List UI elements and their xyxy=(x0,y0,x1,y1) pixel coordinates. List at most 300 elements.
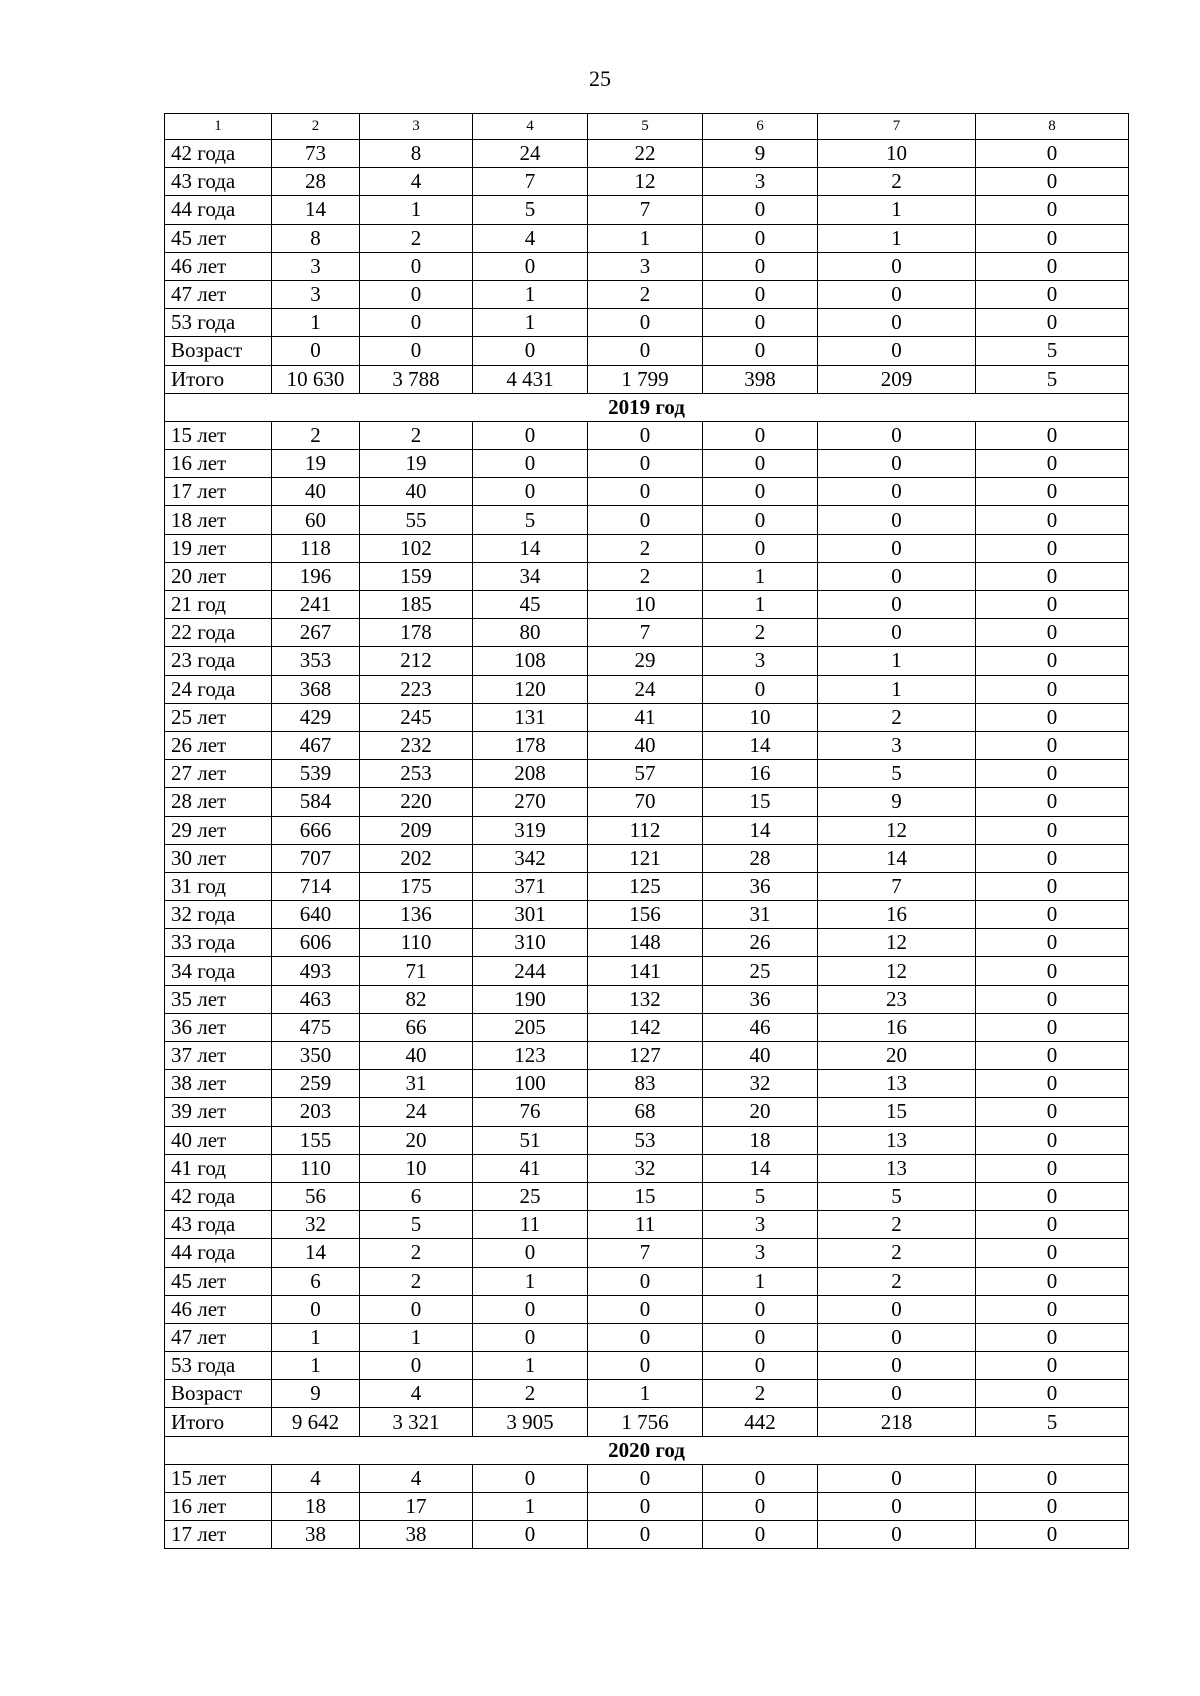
value-cell-col-8: 0 xyxy=(976,788,1129,816)
value-cell-col-6: 14 xyxy=(703,1154,818,1182)
value-cell-col-4: 0 xyxy=(473,1521,588,1549)
column-number-1: 1 xyxy=(165,114,272,140)
value-cell-col-3: 0 xyxy=(360,1352,473,1380)
value-cell-col-5: 68 xyxy=(588,1098,703,1126)
statistics-table xyxy=(164,113,1129,1549)
value-cell-col-8: 0 xyxy=(976,985,1129,1013)
value-cell-col-6: 0 xyxy=(703,534,818,562)
table-row xyxy=(165,337,1129,365)
value-cell-col-3: 3 788 xyxy=(360,365,473,393)
value-cell-col-6: 3 xyxy=(703,1239,818,1267)
value-cell-col-6: 36 xyxy=(703,985,818,1013)
value-cell-col-2: 60 xyxy=(272,506,360,534)
value-cell-col-3: 3 321 xyxy=(360,1408,473,1436)
value-cell-col-7: 209 xyxy=(818,365,976,393)
value-cell-col-5: 1 xyxy=(588,224,703,252)
value-cell-col-4: 131 xyxy=(473,703,588,731)
value-cell-col-7: 0 xyxy=(818,478,976,506)
value-cell-col-2: 368 xyxy=(272,675,360,703)
value-cell-col-4: 3 905 xyxy=(473,1408,588,1436)
column-number-4: 4 xyxy=(473,114,588,140)
value-cell-col-3: 38 xyxy=(360,1521,473,1549)
table-row xyxy=(165,1154,1129,1182)
value-cell-col-5: 2 xyxy=(588,280,703,308)
value-cell-col-3: 10 xyxy=(360,1154,473,1182)
value-cell-col-3: 82 xyxy=(360,985,473,1013)
value-cell-col-2: 0 xyxy=(272,1295,360,1323)
value-cell-col-4: 310 xyxy=(473,929,588,957)
column-number-header-row xyxy=(165,114,1129,140)
value-cell-col-4: 371 xyxy=(473,872,588,900)
value-cell-col-3: 55 xyxy=(360,506,473,534)
table-row xyxy=(165,1267,1129,1295)
age-label-cell: Итого xyxy=(165,365,272,393)
value-cell-col-2: 9 642 xyxy=(272,1408,360,1436)
value-cell-col-4: 0 xyxy=(473,252,588,280)
age-label-cell: 43 года xyxy=(165,1211,272,1239)
value-cell-col-4: 1 xyxy=(473,1493,588,1521)
value-cell-col-2: 429 xyxy=(272,703,360,731)
value-cell-col-6: 0 xyxy=(703,1295,818,1323)
value-cell-col-8: 0 xyxy=(976,1295,1129,1323)
value-cell-col-5: 53 xyxy=(588,1126,703,1154)
value-cell-col-3: 220 xyxy=(360,788,473,816)
value-cell-col-3: 2 xyxy=(360,224,473,252)
table-row xyxy=(165,1295,1129,1323)
value-cell-col-8: 0 xyxy=(976,844,1129,872)
value-cell-col-3: 20 xyxy=(360,1126,473,1154)
value-cell-col-4: 2 xyxy=(473,1380,588,1408)
value-cell-col-6: 28 xyxy=(703,844,818,872)
value-cell-col-8: 0 xyxy=(976,1267,1129,1295)
value-cell-col-2: 539 xyxy=(272,760,360,788)
value-cell-col-8: 0 xyxy=(976,619,1129,647)
table-row xyxy=(165,1380,1129,1408)
value-cell-col-7: 13 xyxy=(818,1070,976,1098)
value-cell-col-8: 0 xyxy=(976,872,1129,900)
value-cell-col-2: 4 xyxy=(272,1464,360,1492)
table-row xyxy=(165,224,1129,252)
value-cell-col-4: 270 xyxy=(473,788,588,816)
age-label-cell: 32 года xyxy=(165,901,272,929)
table-row xyxy=(165,1182,1129,1210)
value-cell-col-7: 3 xyxy=(818,731,976,759)
column-number-2: 2 xyxy=(272,114,360,140)
value-cell-col-3: 66 xyxy=(360,1013,473,1041)
value-cell-col-2: 1 xyxy=(272,1352,360,1380)
value-cell-col-6: 0 xyxy=(703,309,818,337)
table-row xyxy=(165,309,1129,337)
year-section-title: 2020 год xyxy=(165,1436,1129,1464)
table-row xyxy=(165,478,1129,506)
value-cell-col-6: 0 xyxy=(703,421,818,449)
age-label-cell: 16 лет xyxy=(165,450,272,478)
value-cell-col-7: 0 xyxy=(818,450,976,478)
value-cell-col-3: 71 xyxy=(360,957,473,985)
value-cell-col-4: 0 xyxy=(473,337,588,365)
value-cell-col-3: 4 xyxy=(360,1380,473,1408)
value-cell-col-5: 32 xyxy=(588,1154,703,1182)
table-row xyxy=(165,647,1129,675)
value-cell-col-7: 9 xyxy=(818,788,976,816)
value-cell-col-6: 0 xyxy=(703,252,818,280)
table-row xyxy=(165,675,1129,703)
column-number-7: 7 xyxy=(818,114,976,140)
value-cell-col-2: 9 xyxy=(272,1380,360,1408)
value-cell-col-2: 28 xyxy=(272,168,360,196)
value-cell-col-5: 0 xyxy=(588,450,703,478)
value-cell-col-8: 0 xyxy=(976,929,1129,957)
value-cell-col-6: 0 xyxy=(703,1493,818,1521)
value-cell-col-7: 0 xyxy=(818,337,976,365)
table-row xyxy=(165,901,1129,929)
value-cell-col-2: 38 xyxy=(272,1521,360,1549)
value-cell-col-7: 2 xyxy=(818,1211,976,1239)
age-label-cell: 21 год xyxy=(165,591,272,619)
value-cell-col-3: 2 xyxy=(360,1239,473,1267)
value-cell-col-2: 3 xyxy=(272,252,360,280)
value-cell-col-8: 0 xyxy=(976,309,1129,337)
value-cell-col-6: 18 xyxy=(703,1126,818,1154)
value-cell-col-5: 24 xyxy=(588,675,703,703)
age-label-cell: 37 лет xyxy=(165,1042,272,1070)
age-label-cell: 24 года xyxy=(165,675,272,703)
age-label-cell: 46 лет xyxy=(165,252,272,280)
value-cell-col-6: 442 xyxy=(703,1408,818,1436)
value-cell-col-3: 5 xyxy=(360,1211,473,1239)
value-cell-col-7: 0 xyxy=(818,1380,976,1408)
table-row xyxy=(165,450,1129,478)
table-row xyxy=(165,1408,1129,1436)
value-cell-col-4: 0 xyxy=(473,450,588,478)
value-cell-col-5: 148 xyxy=(588,929,703,957)
table-row xyxy=(165,1211,1129,1239)
value-cell-col-2: 118 xyxy=(272,534,360,562)
value-cell-col-4: 5 xyxy=(473,506,588,534)
value-cell-col-2: 18 xyxy=(272,1493,360,1521)
table-row xyxy=(165,957,1129,985)
value-cell-col-8: 0 xyxy=(976,252,1129,280)
value-cell-col-8: 0 xyxy=(976,731,1129,759)
value-cell-col-8: 0 xyxy=(976,1182,1129,1210)
age-label-cell: 53 года xyxy=(165,309,272,337)
value-cell-col-2: 73 xyxy=(272,140,360,168)
table-row xyxy=(165,703,1129,731)
value-cell-col-5: 0 xyxy=(588,1521,703,1549)
age-label-cell: 47 лет xyxy=(165,280,272,308)
value-cell-col-8: 0 xyxy=(976,957,1129,985)
value-cell-col-4: 25 xyxy=(473,1182,588,1210)
table-row xyxy=(165,1013,1129,1041)
age-label-cell: 17 лет xyxy=(165,1521,272,1549)
value-cell-col-7: 0 xyxy=(818,1521,976,1549)
value-cell-col-4: 1 xyxy=(473,309,588,337)
value-cell-col-5: 0 xyxy=(588,1464,703,1492)
value-cell-col-2: 3 xyxy=(272,280,360,308)
value-cell-col-2: 19 xyxy=(272,450,360,478)
value-cell-col-3: 175 xyxy=(360,872,473,900)
value-cell-col-8: 0 xyxy=(976,1211,1129,1239)
value-cell-col-8: 0 xyxy=(976,647,1129,675)
value-cell-col-6: 0 xyxy=(703,337,818,365)
value-cell-col-3: 6 xyxy=(360,1182,473,1210)
value-cell-col-7: 1 xyxy=(818,224,976,252)
value-cell-col-2: 155 xyxy=(272,1126,360,1154)
value-cell-col-4: 0 xyxy=(473,1323,588,1351)
age-label-cell: 44 года xyxy=(165,1239,272,1267)
value-cell-col-3: 185 xyxy=(360,591,473,619)
value-cell-col-7: 23 xyxy=(818,985,976,1013)
value-cell-col-4: 51 xyxy=(473,1126,588,1154)
value-cell-col-5: 11 xyxy=(588,1211,703,1239)
table-row xyxy=(165,506,1129,534)
table-row xyxy=(165,196,1129,224)
value-cell-col-8: 0 xyxy=(976,421,1129,449)
value-cell-col-8: 5 xyxy=(976,365,1129,393)
value-cell-col-3: 178 xyxy=(360,619,473,647)
age-label-cell: 33 года xyxy=(165,929,272,957)
value-cell-col-5: 0 xyxy=(588,478,703,506)
value-cell-col-7: 1 xyxy=(818,675,976,703)
value-cell-col-6: 0 xyxy=(703,196,818,224)
value-cell-col-4: 0 xyxy=(473,1295,588,1323)
value-cell-col-7: 20 xyxy=(818,1042,976,1070)
value-cell-col-8: 0 xyxy=(976,703,1129,731)
value-cell-col-5: 2 xyxy=(588,534,703,562)
value-cell-col-6: 398 xyxy=(703,365,818,393)
value-cell-col-4: 4 431 xyxy=(473,365,588,393)
age-label-cell: 36 лет xyxy=(165,1013,272,1041)
value-cell-col-2: 32 xyxy=(272,1211,360,1239)
table-row xyxy=(165,816,1129,844)
value-cell-col-6: 0 xyxy=(703,1323,818,1351)
value-cell-col-4: 41 xyxy=(473,1154,588,1182)
value-cell-col-7: 5 xyxy=(818,760,976,788)
value-cell-col-3: 245 xyxy=(360,703,473,731)
value-cell-col-4: 11 xyxy=(473,1211,588,1239)
value-cell-col-8: 0 xyxy=(976,1464,1129,1492)
value-cell-col-5: 41 xyxy=(588,703,703,731)
value-cell-col-3: 202 xyxy=(360,844,473,872)
value-cell-col-2: 196 xyxy=(272,562,360,590)
value-cell-col-7: 10 xyxy=(818,140,976,168)
value-cell-col-7: 218 xyxy=(818,1408,976,1436)
value-cell-col-5: 15 xyxy=(588,1182,703,1210)
value-cell-col-6: 25 xyxy=(703,957,818,985)
value-cell-col-8: 0 xyxy=(976,506,1129,534)
value-cell-col-2: 241 xyxy=(272,591,360,619)
value-cell-col-5: 0 xyxy=(588,506,703,534)
age-label-cell: 26 лет xyxy=(165,731,272,759)
age-label-cell: 20 лет xyxy=(165,562,272,590)
year-section-title: 2019 год xyxy=(165,393,1129,421)
age-label-cell: 46 лет xyxy=(165,1295,272,1323)
value-cell-col-6: 32 xyxy=(703,1070,818,1098)
value-cell-col-5: 0 xyxy=(588,1323,703,1351)
value-cell-col-8: 0 xyxy=(976,675,1129,703)
value-cell-col-7: 0 xyxy=(818,619,976,647)
value-cell-col-4: 80 xyxy=(473,619,588,647)
value-cell-col-4: 1 xyxy=(473,1352,588,1380)
table-row xyxy=(165,1323,1129,1351)
value-cell-col-4: 342 xyxy=(473,844,588,872)
value-cell-col-4: 301 xyxy=(473,901,588,929)
value-cell-col-6: 46 xyxy=(703,1013,818,1041)
table-row xyxy=(165,562,1129,590)
value-cell-col-3: 223 xyxy=(360,675,473,703)
value-cell-col-7: 0 xyxy=(818,1323,976,1351)
value-cell-col-8: 0 xyxy=(976,168,1129,196)
value-cell-col-8: 0 xyxy=(976,280,1129,308)
value-cell-col-6: 40 xyxy=(703,1042,818,1070)
value-cell-col-7: 12 xyxy=(818,957,976,985)
age-label-cell: 43 года xyxy=(165,168,272,196)
value-cell-col-8: 0 xyxy=(976,1323,1129,1351)
age-label-cell: 18 лет xyxy=(165,506,272,534)
value-cell-col-3: 110 xyxy=(360,929,473,957)
value-cell-col-6: 5 xyxy=(703,1182,818,1210)
age-label-cell: Возраст xyxy=(165,1380,272,1408)
value-cell-col-3: 253 xyxy=(360,760,473,788)
value-cell-col-7: 0 xyxy=(818,506,976,534)
value-cell-col-7: 13 xyxy=(818,1154,976,1182)
value-cell-col-3: 2 xyxy=(360,1267,473,1295)
table-row xyxy=(165,252,1129,280)
table-row xyxy=(165,872,1129,900)
value-cell-col-6: 31 xyxy=(703,901,818,929)
value-cell-col-7: 12 xyxy=(818,816,976,844)
value-cell-col-2: 666 xyxy=(272,816,360,844)
value-cell-col-8: 0 xyxy=(976,591,1129,619)
value-cell-col-5: 127 xyxy=(588,1042,703,1070)
value-cell-col-4: 0 xyxy=(473,1464,588,1492)
page-number: 25 xyxy=(589,66,611,91)
value-cell-col-2: 467 xyxy=(272,731,360,759)
value-cell-col-6: 3 xyxy=(703,647,818,675)
value-cell-col-7: 0 xyxy=(818,1295,976,1323)
value-cell-col-8: 0 xyxy=(976,760,1129,788)
value-cell-col-4: 24 xyxy=(473,140,588,168)
value-cell-col-4: 34 xyxy=(473,562,588,590)
value-cell-col-4: 45 xyxy=(473,591,588,619)
value-cell-col-3: 8 xyxy=(360,140,473,168)
value-cell-col-8: 0 xyxy=(976,1070,1129,1098)
value-cell-col-2: 6 xyxy=(272,1267,360,1295)
value-cell-col-6: 0 xyxy=(703,478,818,506)
value-cell-col-4: 190 xyxy=(473,985,588,1013)
value-cell-col-3: 212 xyxy=(360,647,473,675)
value-cell-col-7: 14 xyxy=(818,844,976,872)
value-cell-col-8: 0 xyxy=(976,1154,1129,1182)
value-cell-col-4: 5 xyxy=(473,196,588,224)
table-row xyxy=(165,844,1129,872)
table-row xyxy=(165,1464,1129,1492)
value-cell-col-6: 9 xyxy=(703,140,818,168)
value-cell-col-5: 57 xyxy=(588,760,703,788)
table-row xyxy=(165,619,1129,647)
value-cell-col-4: 0 xyxy=(473,421,588,449)
value-cell-col-7: 5 xyxy=(818,1182,976,1210)
value-cell-col-4: 208 xyxy=(473,760,588,788)
column-number-6: 6 xyxy=(703,114,818,140)
value-cell-col-7: 1 xyxy=(818,647,976,675)
value-cell-col-2: 40 xyxy=(272,478,360,506)
value-cell-col-8: 0 xyxy=(976,901,1129,929)
age-label-cell: Возраст xyxy=(165,337,272,365)
value-cell-col-3: 2 xyxy=(360,421,473,449)
value-cell-col-3: 232 xyxy=(360,731,473,759)
value-cell-col-2: 10 630 xyxy=(272,365,360,393)
age-label-cell: 25 лет xyxy=(165,703,272,731)
table-row xyxy=(165,1042,1129,1070)
value-cell-col-5: 12 xyxy=(588,168,703,196)
value-cell-col-8: 0 xyxy=(976,1352,1129,1380)
value-cell-col-6: 1 xyxy=(703,1267,818,1295)
value-cell-col-7: 0 xyxy=(818,1493,976,1521)
value-cell-col-4: 0 xyxy=(473,478,588,506)
value-cell-col-5: 29 xyxy=(588,647,703,675)
value-cell-col-2: 463 xyxy=(272,985,360,1013)
value-cell-col-6: 0 xyxy=(703,1352,818,1380)
value-cell-col-7: 0 xyxy=(818,534,976,562)
value-cell-col-6: 36 xyxy=(703,872,818,900)
value-cell-col-5: 2 xyxy=(588,562,703,590)
value-cell-col-3: 19 xyxy=(360,450,473,478)
age-label-cell: 45 лет xyxy=(165,1267,272,1295)
value-cell-col-8: 5 xyxy=(976,337,1129,365)
value-cell-col-2: 2 xyxy=(272,421,360,449)
value-cell-col-2: 203 xyxy=(272,1098,360,1126)
value-cell-col-8: 0 xyxy=(976,1239,1129,1267)
value-cell-col-2: 259 xyxy=(272,1070,360,1098)
value-cell-col-2: 1 xyxy=(272,1323,360,1351)
age-label-cell: 15 лет xyxy=(165,421,272,449)
value-cell-col-3: 0 xyxy=(360,1295,473,1323)
value-cell-col-4: 123 xyxy=(473,1042,588,1070)
value-cell-col-8: 0 xyxy=(976,196,1129,224)
table-row xyxy=(165,140,1129,168)
value-cell-col-8: 0 xyxy=(976,450,1129,478)
value-cell-col-2: 267 xyxy=(272,619,360,647)
age-label-cell: 38 лет xyxy=(165,1070,272,1098)
value-cell-col-8: 0 xyxy=(976,224,1129,252)
value-cell-col-5: 1 xyxy=(588,1380,703,1408)
value-cell-col-5: 142 xyxy=(588,1013,703,1041)
table-row xyxy=(165,421,1129,449)
value-cell-col-3: 4 xyxy=(360,168,473,196)
age-label-cell: 39 лет xyxy=(165,1098,272,1126)
value-cell-col-8: 0 xyxy=(976,1126,1129,1154)
value-cell-col-5: 1 756 xyxy=(588,1408,703,1436)
value-cell-col-7: 2 xyxy=(818,1239,976,1267)
value-cell-col-4: 76 xyxy=(473,1098,588,1126)
value-cell-col-5: 0 xyxy=(588,1267,703,1295)
value-cell-col-3: 17 xyxy=(360,1493,473,1521)
value-cell-col-6: 0 xyxy=(703,1521,818,1549)
value-cell-col-7: 2 xyxy=(818,1267,976,1295)
value-cell-col-2: 475 xyxy=(272,1013,360,1041)
value-cell-col-3: 102 xyxy=(360,534,473,562)
table-row xyxy=(165,534,1129,562)
value-cell-col-5: 7 xyxy=(588,1239,703,1267)
value-cell-col-5: 121 xyxy=(588,844,703,872)
age-label-cell: Итого xyxy=(165,1408,272,1436)
value-cell-col-4: 205 xyxy=(473,1013,588,1041)
value-cell-col-8: 0 xyxy=(976,1380,1129,1408)
table-row xyxy=(165,591,1129,619)
value-cell-col-3: 1 xyxy=(360,196,473,224)
value-cell-col-5: 156 xyxy=(588,901,703,929)
